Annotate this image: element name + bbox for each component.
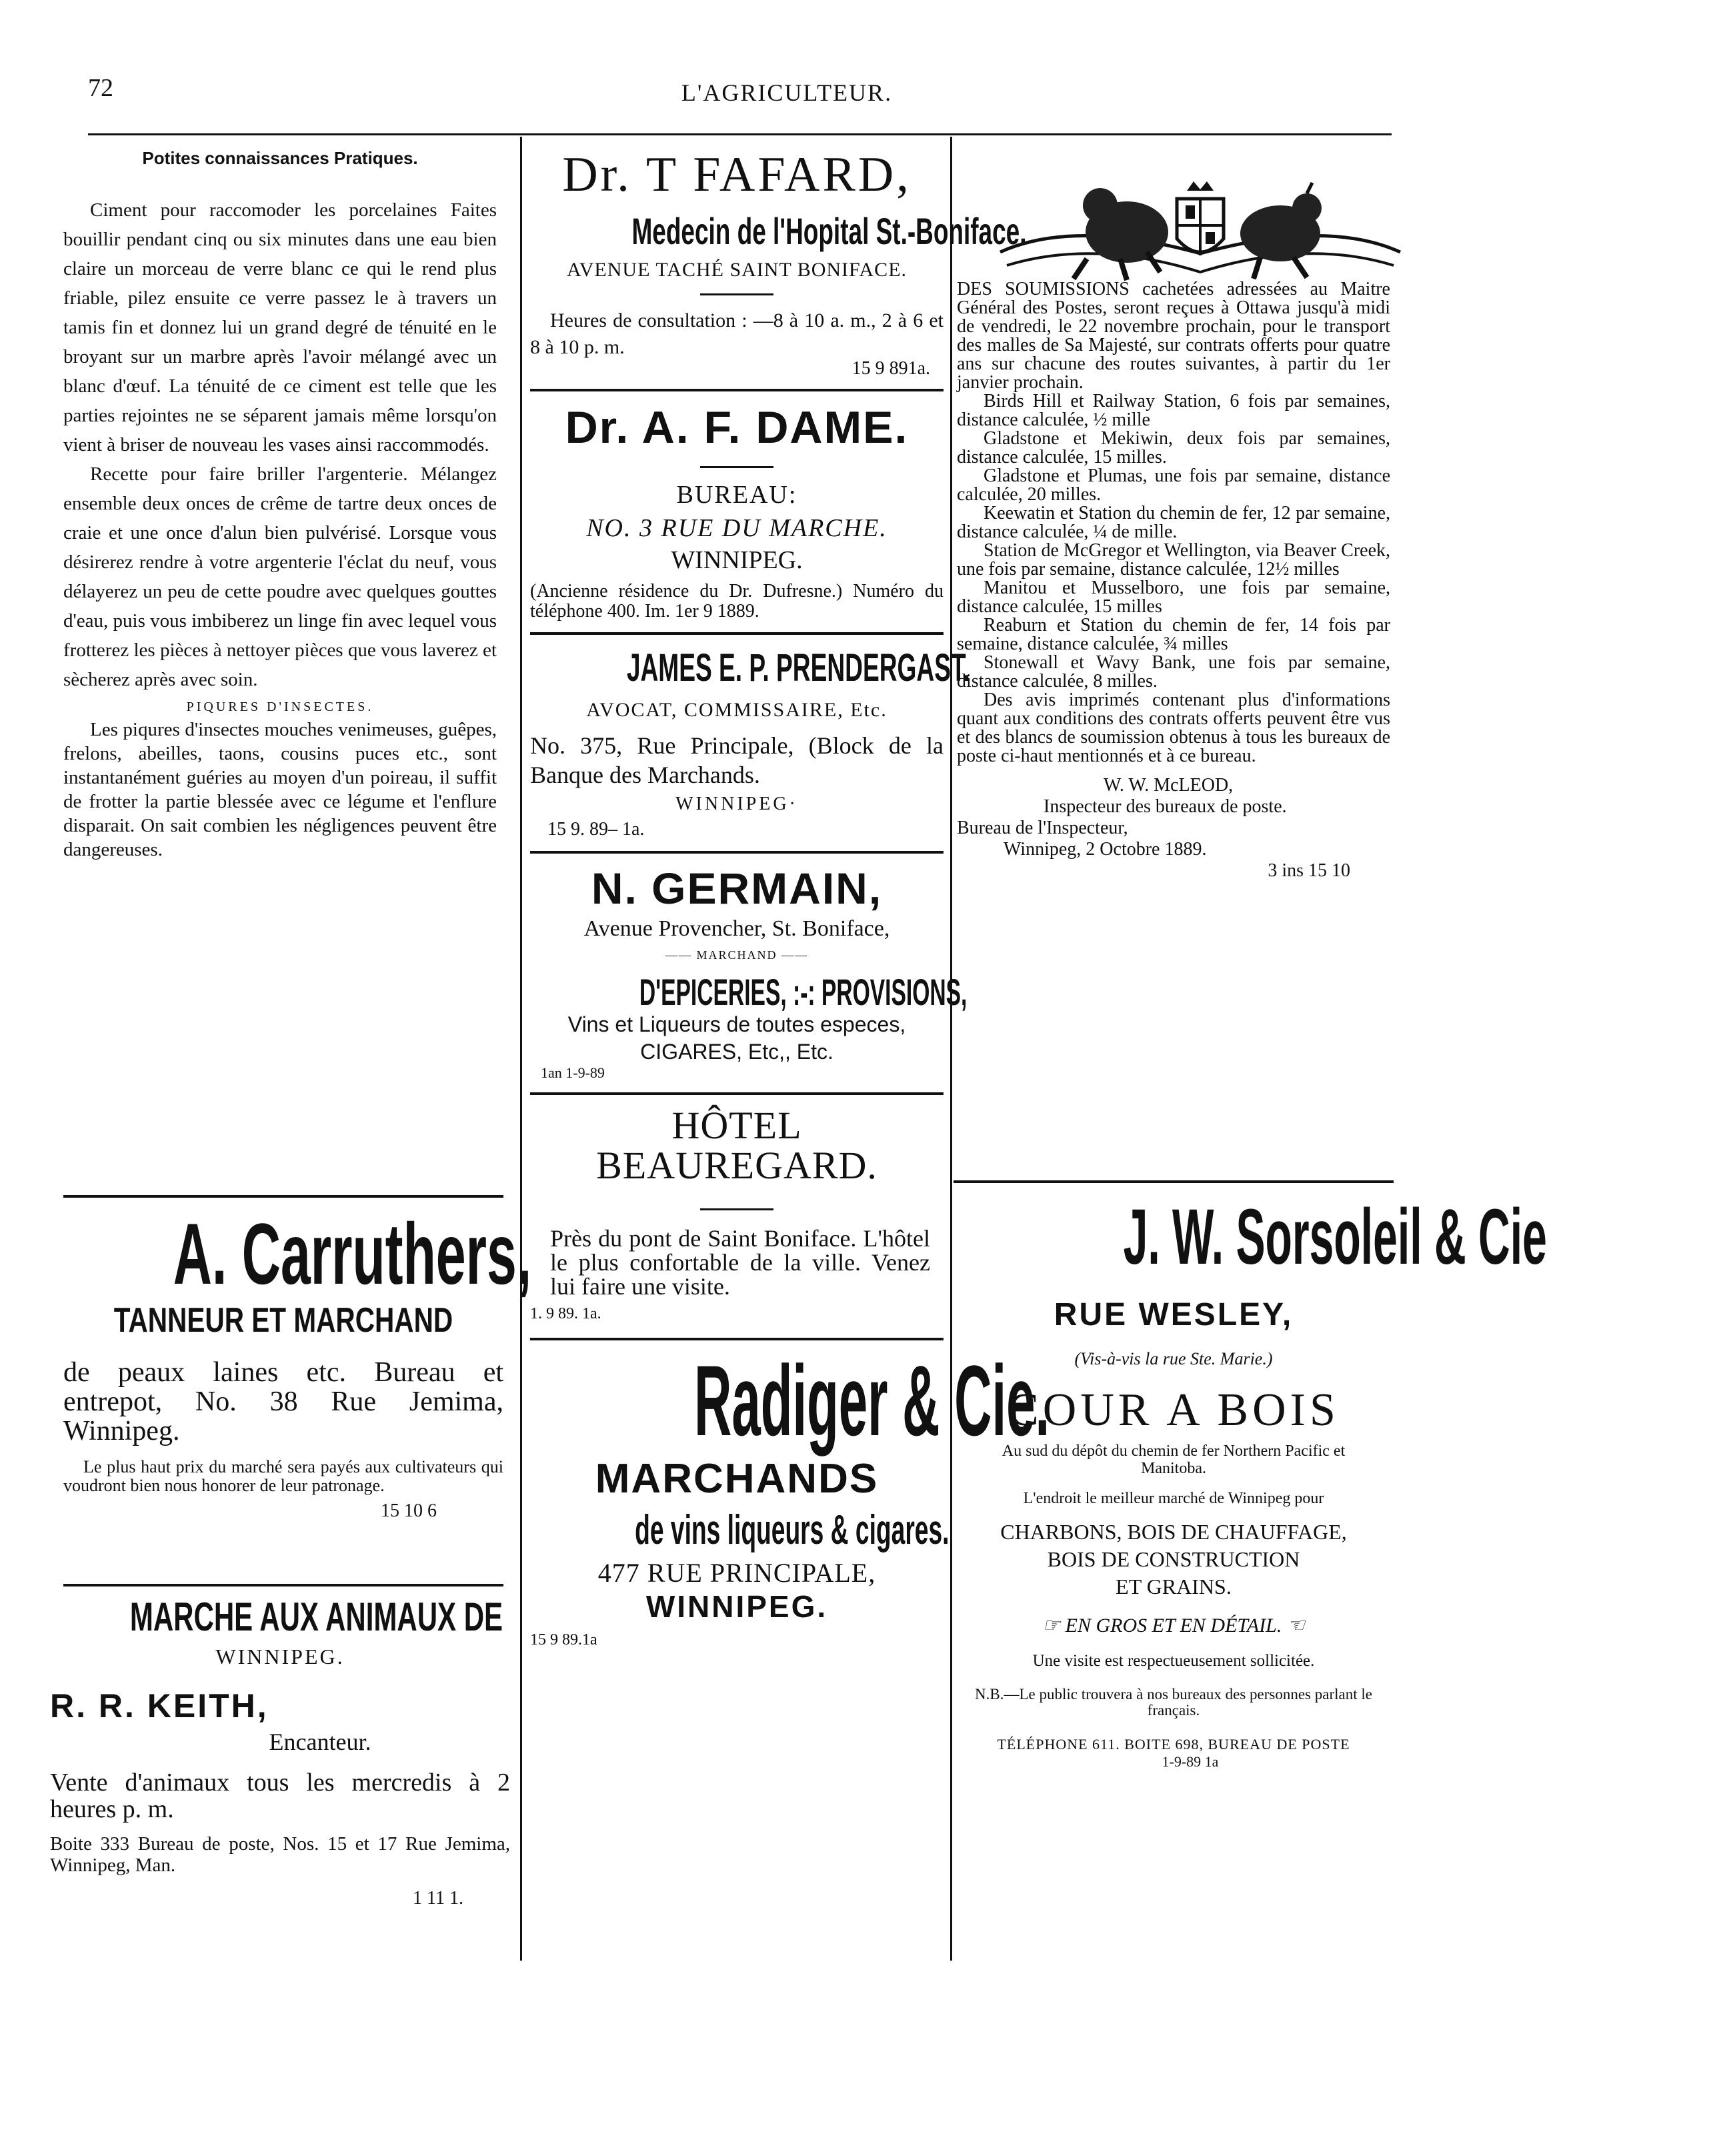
soumissions-closing: Des avis imprimés contenant plus d'informations quant aux conditions des contrats offerts peuvent être vus et des blancs de soumission obtenus à tous les bureaux de poste ci-haut mentionnés et à ce bureau.	[957, 690, 1390, 766]
carruthers-note: Le plus haut prix du marché sera payés aux cultivateurs qui voudront bien nous honorer de leur patronage.	[63, 1457, 503, 1495]
ad-germain	[530, 864, 968, 1082]
soumissions-code: 3 ins 15 10	[1268, 860, 1350, 881]
dame-name: Dr. A. F. DAME.	[565, 402, 909, 453]
route-item: Reaburn et Station du chemin de fer, 14 fois par semaine, distance calculée, ¾ milles	[957, 615, 1390, 654]
keith-text: Vente d'animaux tous les mercredis à 2 heures p. m.	[50, 1769, 510, 1823]
ad-fafard	[530, 147, 1027, 379]
section-heading: Potites connaissances Pratiques.	[142, 148, 418, 168]
sorsoleil-name: J. W. Sorsoleil & Cie	[1123, 1193, 1547, 1281]
radiger-address: 477 RUE PRINCIPALE,	[597, 1558, 876, 1588]
article-silver: Recette pour faire briller l'argenterie. Mélangez ensemble deux onces de crême de tartre deux onces de craie et une once d'alun bien pulvérisé. Lorsque vous désirerez rendre à votre argenterie l'éclat du neuf, vous délayerez un peu de cette poudre avec quelques gouttes d'eau, puis vous imbiberez un linge fin avec lequel vous frotterez les pièces à nettoyer pièces que vous laverez et sècherez après avec soin.	[63, 463, 497, 690]
sorsoleil-street: RUE WESLEY,	[1054, 1297, 1294, 1332]
article-cement: Ciment pour raccomoder les porcelaines Faites bouillir pendant cinq ou six minutes dans une eau bien claire un morceau de verre blanc ce qui le rend plus friable, pilez ensuite ce verre passez le à travers un tamis fin et donnez lui un grand degré de ténuité en le broyant sur un marbre après l'avoir mélangé avec un blanc d'œuf. La ténuité de ce ciment est telle que les parties rejointes ne se séparent jamais même lorsqu'on vient à briser de nouveau les vases ainsi raccommodés.	[63, 199, 497, 455]
route-item: Stonewall et Wavy Bank, une fois par semaine, distance calculée, 8 milles.	[957, 652, 1390, 692]
prendergast-role: AVOCAT, COMMISSAIRE, Etc.	[586, 699, 888, 721]
sorsoleil-goods3: ET GRAINS.	[1116, 1574, 1232, 1598]
beauregard-code: 1. 9 89. 1a.	[530, 1305, 601, 1322]
dame-note: (Ancienne résidence du Dr. Dufresne.) Numéro du téléphone 400. Im. 1er 9 1889.	[530, 581, 944, 622]
carruthers-code: 15 10 6	[381, 1500, 437, 1521]
route-item: Station de McGregor et Wellington, via Beaver Creek, une fois par semaine, distance calculée, 12½ milles	[957, 540, 1390, 580]
germain-line1: D'EPICERIES, :-: PROVISIONS,	[639, 971, 968, 1013]
soumissions-date: Winnipeg, 2 Octobre 1889.	[1004, 839, 1207, 860]
carruthers-trade: TANNEUR ET MARCHAND	[113, 1301, 453, 1340]
column-1	[63, 140, 497, 862]
ad-keith	[50, 1594, 510, 1909]
article-insects-heading: PIQURES D'INSECTES.	[186, 700, 374, 714]
route-item: Keewatin et Station du chemin de fer, 12 par semaine, distance calculée, ¼ de mille.	[957, 503, 1390, 542]
ad-sorsoleil	[957, 1193, 1547, 1771]
keith-address: Boite 333 Bureau de poste, Nos. 15 et 17 Rue Jemima, Winnipeg, Man.	[50, 1833, 510, 1876]
ad-separator	[63, 1195, 503, 1198]
ad-separator	[63, 1584, 503, 1586]
germain-marchand-row: —— MARCHAND ——	[665, 948, 808, 962]
radiger-line2: de vins liqueurs & cigares.	[635, 1507, 950, 1553]
ad-separator	[954, 1180, 1394, 1183]
germain-address: Avenue Provencher, St. Boniface,	[583, 916, 890, 941]
fafard-name: Dr. T FAFARD,	[562, 147, 912, 202]
prendergast-city: WINNIPEG·	[675, 794, 798, 814]
route-item: Gladstone et Mekiwin, deux fois par semaines, distance calculée, 15 milles.	[957, 428, 1390, 467]
carruthers-name: A. Carruthers,	[173, 1205, 532, 1302]
sorsoleil-wholesale: EN GROS ET EN DÉTAIL.	[1065, 1614, 1282, 1637]
prendergast-name: JAMES E. P. PRENDERGAST.	[626, 646, 970, 690]
ad-separator	[530, 389, 944, 391]
sorsoleil-nb: N.B.—Le public trouvera à nos bureaux des personnes parlant le français.	[975, 1686, 1372, 1719]
sorsoleil-code: 1-9-89 1a	[1162, 1753, 1219, 1770]
ad-separator	[530, 851, 944, 854]
ad-separator	[530, 1338, 944, 1340]
sorsoleil-headline: COUR A BOIS	[1008, 1384, 1340, 1436]
keith-code: 1 11 1.	[413, 1888, 463, 1909]
soumissions-signer-title: Inspecteur des bureaux de poste.	[1044, 796, 1287, 817]
sorsoleil-visit: Une visite est respectueusement sollicitée.	[1032, 1652, 1315, 1670]
route-item: Gladstone et Plumas, une fois par semaine, distance calculée, 20 milles.	[957, 465, 1390, 505]
sorsoleil-goods1: CHARBONS, BOIS DE CHAUFFAGE,	[1000, 1520, 1347, 1544]
sorsoleil-opposite: (Vis-à-vis la rue Ste. Marie.)	[1074, 1349, 1273, 1368]
ad-separator	[530, 632, 944, 635]
sorsoleil-goods2: BOIS DE CONSTRUCTION	[1047, 1547, 1300, 1571]
route-item: Birds Hill et Railway Station, 6 fois par semaines, distance calculée, ½ mille	[957, 391, 1390, 430]
fafard-address: AVENUE TACHÉ SAINT BONIFACE.	[566, 259, 908, 281]
sorsoleil-best: L'endroit le meilleur marché de Winnipeg pour	[1023, 1490, 1324, 1507]
divider	[700, 293, 773, 295]
fafard-hours: Heures de consultation : —8 à 10 a. m., 2 à 6 et 8 à 10 p. m.	[530, 309, 944, 358]
radiger-code: 15 9 89.1a	[530, 1631, 597, 1649]
column-3	[957, 280, 1390, 882]
prendergast-code: 15 9. 89– 1a.	[547, 819, 645, 840]
ad-beauregard	[530, 1106, 944, 1323]
keith-title: MARCHE AUX ANIMAUX DE	[129, 1594, 503, 1639]
article-insects: Les piqures d'insectes mouches venimeuses, guêpes, frelons, abeilles, taons, cousins puces etc., sont instantanément guéries au moyen d'un poireau, il suffit de frotter la partie blessée avec ce légume et l'enflure disparait. On sait combien les négligences peuvent être dangereuses.	[63, 719, 497, 860]
dame-bureau: BUREAU:	[676, 481, 797, 509]
soumissions-intro: DES SOUMISSIONS cachetées adressées au Maitre Général des Postes, seront reçues à Ottawa jusqu'à midi de vendredi, le 22 novembre prochain, pour le transport des malles de Sa Majesté, sur contrats offerts pour quatre ans sur chacune des routes suivantes, à partir du 1er janvier prochain.	[957, 279, 1390, 393]
column-rule-1	[520, 137, 522, 1961]
radiger-line1: MARCHANDS	[595, 1456, 879, 1502]
prendergast-address: No. 375, Rue Principale, (Block de la Banque des Marchands.	[530, 732, 944, 788]
coat-of-arms-icon	[994, 179, 1407, 292]
divider	[700, 466, 773, 468]
germain-name: N. GERMAIN,	[591, 864, 883, 913]
germain-line3: CIGARES, Etc,, Etc.	[640, 1040, 833, 1064]
keith-role: Encanteur.	[269, 1729, 371, 1755]
keith-city: WINNIPEG.	[215, 1645, 345, 1669]
header-rule	[88, 133, 1392, 135]
germain-marchand: MARCHAND	[696, 948, 777, 962]
ad-dame	[530, 401, 944, 622]
ad-radiger	[530, 1344, 1050, 1649]
sorsoleil-location: Au sud du dépôt du chemin de fer Northern Pacific et Manitoba.	[1002, 1442, 1346, 1477]
fafard-code: 15 9 891a.	[851, 358, 930, 379]
notice-soumissions	[957, 280, 1390, 882]
soumissions-signer: W. W. McLEOD,	[1104, 775, 1234, 796]
sorsoleil-wholesale-row	[957, 1614, 1390, 1637]
germain-code: 1an 1-9-89	[541, 1064, 605, 1081]
keith-name: R. R. KEITH,	[50, 1687, 269, 1725]
column-rule-2	[950, 137, 952, 1961]
radiger-city: WINNIPEG.	[645, 1589, 828, 1624]
radiger-name: Radiger & Cie.	[694, 1344, 1050, 1456]
pointing-hand-icon: ☜	[1286, 1614, 1305, 1637]
beauregard-text: Près du pont de Saint Boniface. L'hôtel le plus confortable de la ville. Venez lui faire une visite.	[550, 1225, 930, 1300]
dame-city: WINNIPEG.	[671, 546, 803, 574]
ad-prendergast	[530, 646, 970, 840]
sorsoleil-contact: TÉLÉPHONE 611. BOITE 698, BUREAU DE POSTE	[997, 1736, 1350, 1753]
ad-separator	[530, 1092, 944, 1095]
route-item: Manitou et Musselboro, une fois par semaine, distance calculée, 15 milles	[957, 578, 1390, 617]
ad-carruthers	[63, 1205, 532, 1522]
page-number: 72	[88, 74, 113, 102]
germain-line2: Vins et Liqueurs de toutes especes,	[567, 1012, 906, 1036]
beauregard-name: HÔTEL BEAUREGARD.	[596, 1104, 878, 1187]
pointing-hand-icon: ☞	[1042, 1614, 1061, 1637]
soumissions-office: Bureau de l'Inspecteur,	[957, 818, 1128, 838]
fafard-role: Medecin de l'Hopital St.-Boniface.	[631, 210, 1027, 252]
carruthers-text: de peaux laines etc. Bureau et entrepot, No. 38 Rue Jemima, Winnipeg.	[63, 1357, 503, 1446]
dame-address: NO. 3 RUE DU MARCHE.	[586, 514, 888, 542]
running-title: L'AGRICULTEUR.	[681, 79, 893, 106]
divider	[700, 1208, 773, 1210]
